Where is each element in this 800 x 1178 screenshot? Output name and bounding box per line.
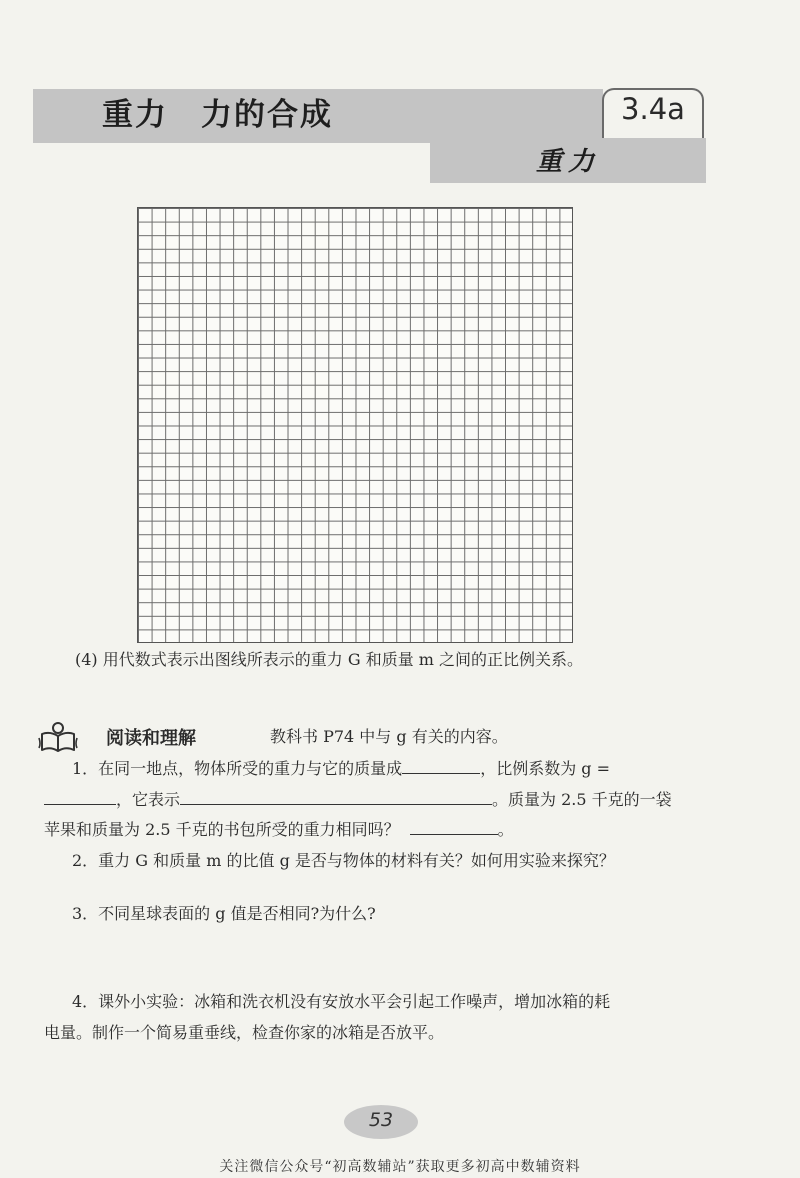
q1-blank-proportion[interactable] — [402, 759, 480, 774]
reading-q4-line2: 电量。制作一个简易重垂线，检查你家的冰箱是否放平。 — [44, 1023, 445, 1042]
q1-text-b: ，比例系数为 g = — [480, 759, 611, 778]
q1-text-d: 。质量为 2.5 千克的一袋 — [492, 790, 672, 809]
reading-q1-line3 — [44, 819, 514, 841]
graph-paper-grid — [137, 207, 573, 643]
q1-blank-same-weight[interactable] — [410, 820, 498, 835]
chapter-title: 重力 力的合成 — [102, 97, 333, 133]
reading-description: 教科书 P74 中与 g 有关的内容。 — [270, 727, 508, 746]
reading-q2: 2．重力 G 和质量 m 的比值 g 是否与物体的材料有关？如何用实验来探究？ — [72, 851, 615, 870]
q1-blank-g-value[interactable] — [44, 790, 116, 805]
reading-q4-line1: 4．课外小实验：冰箱和洗衣机没有安放水平会引起工作噪声，增加冰箱的耗 — [72, 992, 611, 1011]
sub-title: 重力 — [535, 147, 600, 177]
q1-text-e: 苹果和质量为 2.5 千克的书包所受的重力相同吗？ — [44, 820, 400, 839]
reading-q1-line2 — [44, 789, 672, 811]
q1-text-f: 。 — [497, 820, 514, 839]
q1-text-a: 1．在同一地点，物体所受的重力与它的质量成 — [72, 759, 403, 778]
question-4-prompt: (4) 用代数式表示出图线所表示的重力 G 和质量 m 之间的正比例关系。 — [75, 650, 584, 669]
reading-q1-line1 — [72, 758, 610, 780]
q1-text-c: ，它表示 — [116, 790, 181, 809]
section-number: 3.4a — [621, 92, 685, 126]
q1-blank-meaning[interactable] — [180, 790, 492, 805]
page-number: 53 — [368, 1109, 394, 1131]
open-book-reader-icon — [38, 720, 78, 754]
reading-heading: 阅读和理解 — [106, 728, 196, 749]
reading-q3: 3．不同星球表面的 g 值是否相同?为什么? — [72, 904, 376, 923]
footer-note: 关注微信公众号“初高数辅站”获取更多初高中数辅资料 — [219, 1159, 581, 1175]
